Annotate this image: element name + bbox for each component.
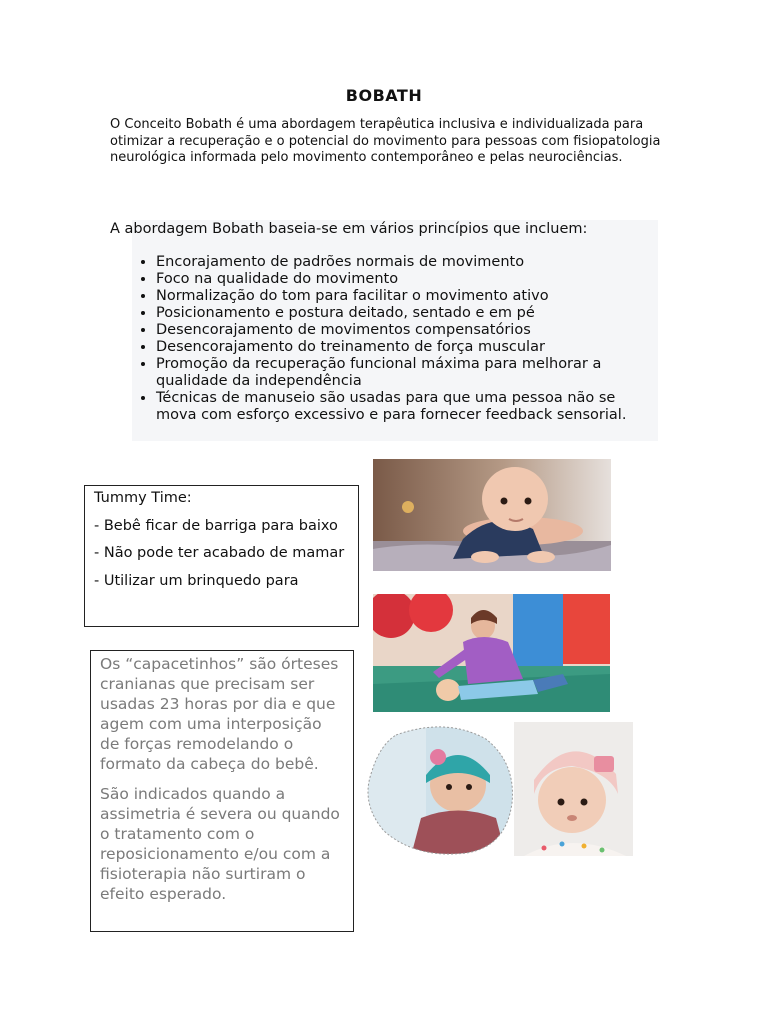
helmet-textbox xyxy=(90,650,354,932)
baby-teal-helmet-photo xyxy=(366,723,516,856)
tummy-time-heading: Tummy Time: xyxy=(94,490,192,506)
baby-pink-helmet-photo xyxy=(514,722,633,856)
list-item: • Posicionamento e postura deitado, sentado e em pé xyxy=(156,305,658,322)
tummy-time-line: - Utilizar um brinquedo para xyxy=(94,572,299,589)
intro-paragraph: O Conceito Bobath é uma abordagem terapêutica inclusiva e individualizada para otimizar a recuperação e o potencial do movimento para pessoas com fisiopatologia neurológica informada pelo movimento contemporâneo e pelas neurociências. xyxy=(110,117,661,165)
list-item: • Normalização do tom para facilitar o movimento ativo xyxy=(156,288,658,305)
list-item: • Técnicas de manuseio são usadas para que uma pessoa não se mova com esforço excessivo e para fornecer feedback sensorial. xyxy=(156,390,658,424)
tummy-time-textbox xyxy=(84,485,359,627)
page-title: BOBATH xyxy=(345,86,423,105)
list-item: • Desencorajamento do treinamento de força muscular xyxy=(156,339,658,356)
therapist-with-baby-photo xyxy=(373,594,610,712)
list-item: • Promoção da recuperação funcional máxima para melhorar a qualidade da independência xyxy=(156,356,658,390)
helmet-paragraph: São indicados quando a assimetria é severa ou quando o tratamento com o reposicionamento e/ou com a fisioterapia não surtiram o efeito esperado. xyxy=(100,785,340,903)
tummy-time-line: - Não pode ter acabado de mamar xyxy=(94,545,345,561)
list-item: • Desencorajamento de movimentos compensatórios xyxy=(156,322,658,339)
helmet-paragraph: Os “capacetinhos” são órteses cranianas que precisam ser usadas 23 horas por dia e que agem com uma interposição de forças remodelando o formato da cabeça do bebê. xyxy=(100,655,339,773)
baby-tummy-time-photo xyxy=(373,459,611,571)
principles-list xyxy=(110,254,658,424)
tummy-time-line: - Bebê ficar de barriga para baixo xyxy=(94,517,338,534)
list-item: • Encorajamento de padrões normais de movimento xyxy=(156,254,658,271)
list-item: • Foco na qualidade do movimento xyxy=(156,271,658,288)
principles-lead: A abordagem Bobath baseia-se em vários princípios que incluem: xyxy=(110,221,588,237)
